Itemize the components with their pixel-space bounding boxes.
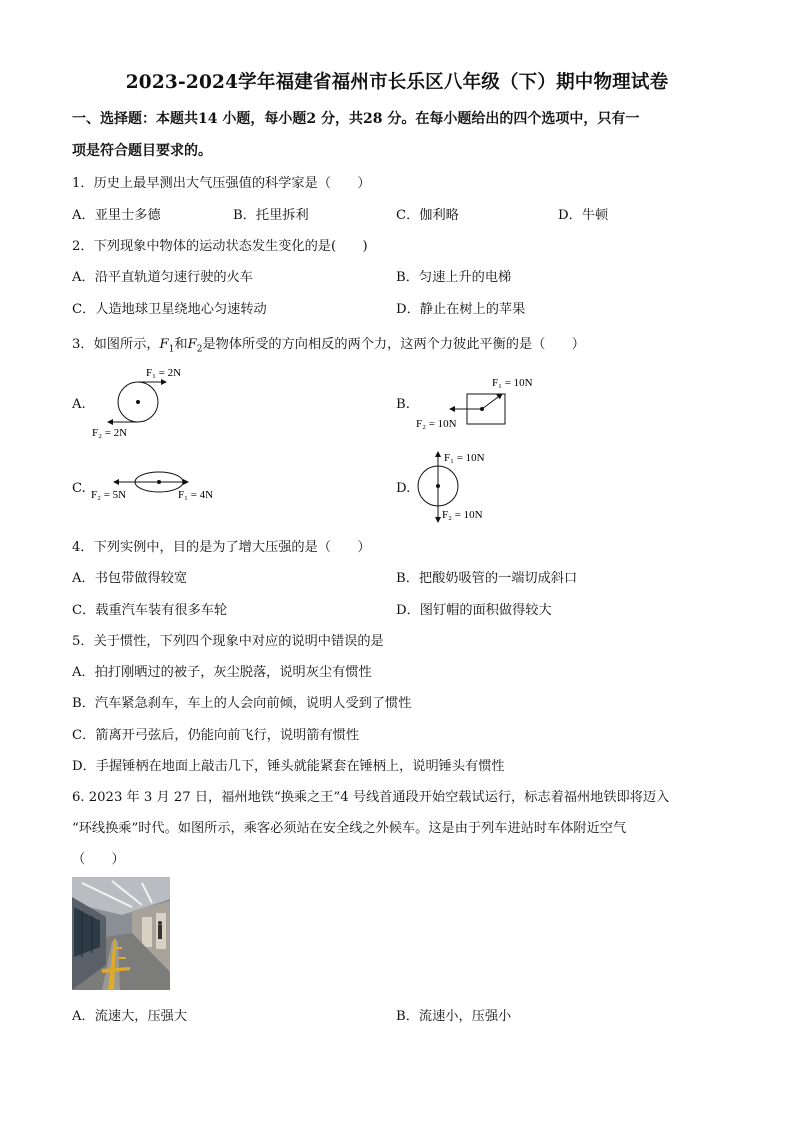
diagram-b [412, 372, 562, 436]
question-4-option-d[interactable]: D．图钉帽的面积做得较大 [396, 603, 552, 618]
question-3-stem-part-c: 是物体所受的方向相反的两个力，这两个力彼此平衡的是（ ） [202, 337, 585, 352]
question-3-option-d[interactable]: D. [396, 481, 411, 496]
diagram-c-f2-label: F₂ = 5N [91, 489, 127, 501]
diagram-d-f1-label: F₁ = 10N [444, 452, 485, 464]
force-f1-subscript: 1 [168, 344, 175, 355]
question-4-option-a[interactable]: A．书包带做得较宽 [72, 571, 188, 586]
force-f2-symbol: F [187, 337, 197, 352]
question-4-stem: 4．下列实例中，目的是为了增大压强的是（ ） [72, 540, 371, 555]
question-6-stem-line1: 6. 2023 年 3 月 27 日，福州地铁“换乘之王”4 号线首通段开始空载试运行，标志着福州地铁即将迈入 [72, 790, 670, 805]
question-4-option-c[interactable]: C．载重汽车装有很多车轮 [72, 603, 228, 618]
diagram-c-f1-label: F₁ = 4N [178, 489, 214, 501]
diagram-c [88, 468, 238, 508]
question-6-option-a[interactable]: A．流速大，压强大 [72, 1009, 188, 1024]
force-f2-subscript: 2 [196, 344, 203, 355]
question-4-option-b[interactable]: B．把酸奶吸管的一端切成斜口 [396, 571, 578, 586]
force-f1-symbol: F [159, 337, 169, 352]
question-3-option-b[interactable]: B. [396, 397, 410, 412]
question-3-stem [72, 333, 585, 355]
diagram-d-f2-label: F₂ = 10N [442, 509, 483, 521]
diagram-a [86, 362, 196, 442]
diagram-a-f1-label: F₁ = 2N [146, 367, 182, 379]
question-6-stem-line2: “环线换乘”时代。如图所示，乘客必须站在安全线之外候车。这是由于列车进站时车体附近空气 [72, 821, 627, 836]
question-5-option-d[interactable]: D．手握锤柄在地面上敲击几下，锤头就能紧套在锤柄上，说明锤头有惯性 [72, 759, 505, 774]
page-title: 2023-2024学年福建省福州市长乐区八年级（下）期中物理试卷 [125, 72, 669, 93]
question-1-option-d[interactable]: D．牛顿 [558, 208, 609, 223]
question-2-stem: 2．下列现象中物体的运动状态发生变化的是( ) [72, 239, 368, 254]
question-5-option-a[interactable]: A．拍打刚晒过的被子，灰尘脱落，说明灰尘有惯性 [72, 665, 372, 680]
diagram-b-f1-arrow [482, 394, 502, 409]
question-3-stem-part-a: 3．如图所示， [72, 337, 160, 352]
diagram-b-f2-label: F₂ = 10N [416, 418, 457, 430]
question-1-option-a[interactable]: A．亚里士多德 [72, 208, 161, 223]
question-2-option-c[interactable]: C．人造地球卫星绕地心匀速转动 [72, 302, 267, 317]
question-5-option-b[interactable]: B．汽车紧急刹车，车上的人会向前倾，说明人受到了惯性 [72, 696, 412, 711]
section-heading-line1: 一、选择题：本题共14 小题，每小题2 分，共28 分。在每小题给出的四个选项中，只有一 [72, 111, 640, 127]
diagram-a-f2-label: F₂ = 2N [92, 427, 128, 439]
question-5-option-c[interactable]: C．箭离开弓弦后，仍能向前飞行，说明箭有惯性 [72, 728, 360, 743]
diagram-a-center [136, 400, 140, 404]
section-heading-line2: 项是符合题目要求的。 [72, 143, 212, 159]
question-3-option-a[interactable]: A. [72, 397, 86, 412]
question-2-option-d[interactable]: D．静止在树上的苹果 [396, 302, 526, 317]
question-5-stem: 5．关于惯性，下列四个现象中对应的说明中错误的是 [72, 634, 384, 649]
question-1-option-c[interactable]: C．伽利略 [396, 208, 459, 223]
question-2-option-a[interactable]: A．沿平直轨道匀速行驶的火车 [72, 270, 253, 285]
question-3-stem-part-b: 和 [174, 337, 188, 352]
diagram-b-f1-label: F₁ = 10N [492, 377, 533, 389]
subway-platform-photo [72, 877, 170, 990]
question-3-option-c[interactable]: C. [72, 481, 86, 496]
question-6-stem-line3: （ ） [72, 852, 125, 867]
question-2-option-b[interactable]: B．匀速上升的电梯 [396, 270, 512, 285]
diagram-d [415, 446, 525, 526]
question-6-option-b[interactable]: B．流速小，压强小 [396, 1009, 512, 1024]
question-1-option-b[interactable]: B．托里拆利 [233, 208, 309, 223]
question-1-stem: 1．历史上最早测出大气压强值的科学家是（ ） [72, 176, 371, 191]
